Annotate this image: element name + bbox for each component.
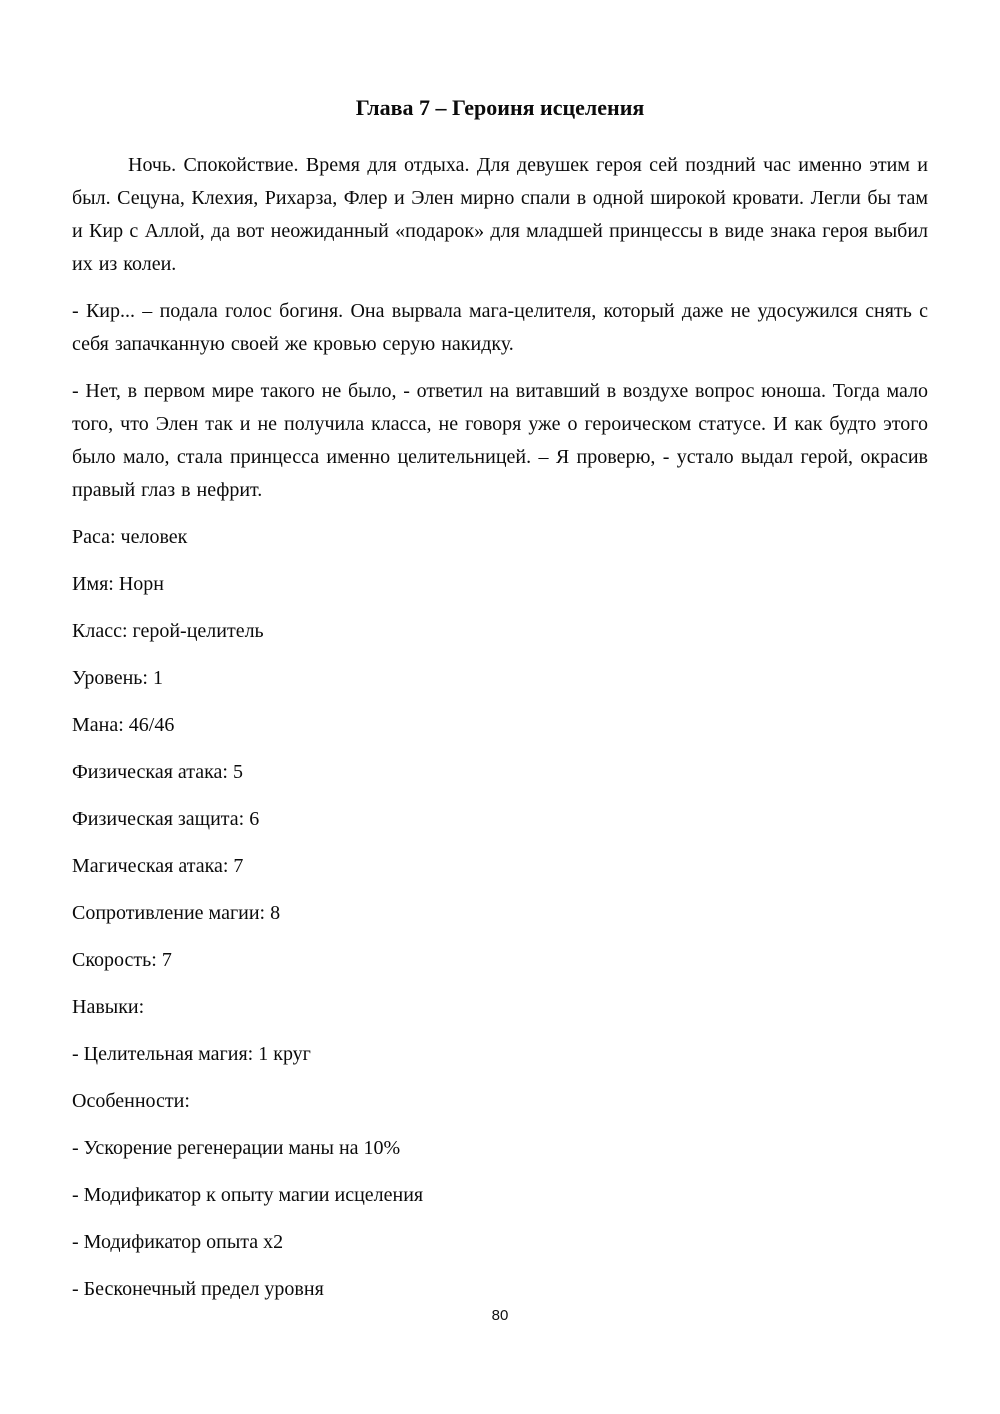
stat-line: Физическая атака: 5 <box>72 761 243 783</box>
stat-line: - Ускорение регенерации маны на 10% <box>72 1137 401 1159</box>
story-paragraphs <box>72 149 928 507</box>
stat-line: Уровень: 1 <box>72 667 163 689</box>
stat-line: - Целительная магия: 1 круг <box>72 1043 311 1065</box>
stat-line: Особенности: <box>72 1090 190 1112</box>
stat-line: Навыки: <box>72 996 145 1018</box>
paragraph: - Кир... – подала голос богиня. Она вырвала мага-целителя, который даже не удосужился снять с себя запачканную своей же кровью серую накидку. <box>72 300 928 355</box>
stat-line: Физическая защита: 6 <box>72 808 260 830</box>
page-title: Глава 7 – Героиня исцеления <box>355 95 645 120</box>
stat-line: - Модификатор к опыту магии исцеления <box>72 1184 424 1206</box>
stat-line: Мана: 46/46 <box>72 714 175 736</box>
stat-line: Сопротивление магии: 8 <box>72 902 281 924</box>
paragraph: Ночь. Спокойствие. Время для отдыха. Для девушек героя сей поздний час именно этим и был. Сецуна, Клехия, Рихарза, Флер и Элен мирно спали в одной широкой кровати. Легли бы там и Кир с Аллой, да вот неожиданный «подарок» для младшей принцессы в виде знака героя выбил их из колеи. <box>72 154 928 275</box>
stat-line: Имя: Норн <box>72 573 165 595</box>
stat-line: Магическая атака: 7 <box>72 855 244 877</box>
stat-line: Раса: человек <box>72 526 188 548</box>
paragraph: - Нет, в первом мире такого не было, - ответил на витавший в воздухе вопрос юноша. Тогда мало того, что Элен так и не получила класса, не говоря уже о героическом статусе. И как будто этого было мало, стала принцесса именно целительницей. – Я проверю, - устало выдал герой, окрасив правый глаз в нефрит. <box>72 380 928 501</box>
page-number: 80 <box>491 1307 509 1324</box>
stat-line: - Бесконечный предел уровня <box>72 1278 324 1300</box>
stat-line: Скорость: 7 <box>72 949 172 971</box>
stat-line: - Модификатор опыта x2 <box>72 1231 284 1253</box>
status-window <box>72 521 928 1306</box>
stat-line: Класс: герой-целитель <box>72 620 264 642</box>
